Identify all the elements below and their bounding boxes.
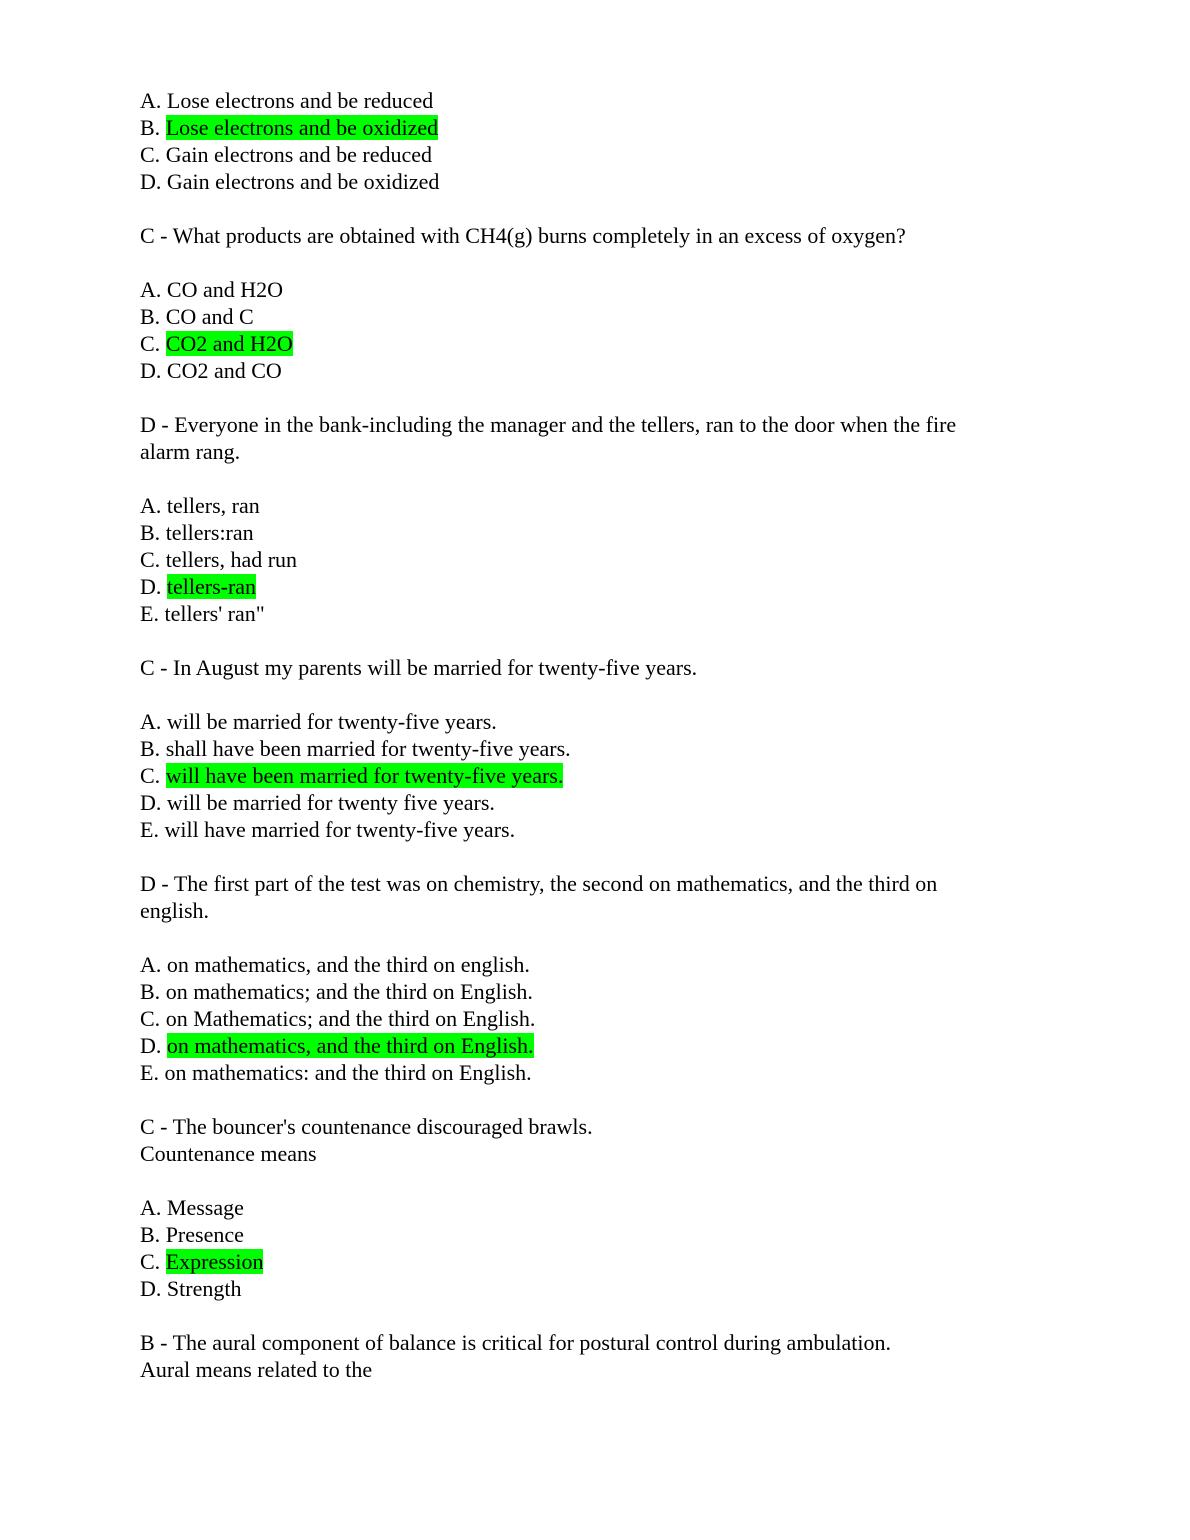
spacer: [140, 627, 1040, 654]
option-letter: B.: [140, 115, 161, 140]
question-text: C - The bouncer's countenance discouraged brawls.: [140, 1114, 593, 1139]
answer-option: [140, 816, 1040, 843]
option-text: tellers, ran: [166, 493, 260, 518]
option-letter: B.: [140, 736, 161, 761]
option-letter: E.: [140, 817, 159, 842]
question-block: [140, 870, 1040, 1086]
option-letter: C.: [140, 1249, 161, 1274]
question-block: [140, 1329, 1040, 1383]
answer-option: [140, 1248, 1040, 1275]
answer-option: [140, 762, 1040, 789]
answer-option: [140, 87, 1040, 114]
option-letter: E.: [140, 601, 159, 626]
answer-option: [140, 141, 1040, 168]
option-text: tellers:ran: [165, 520, 254, 545]
option-text: tellers' ran": [164, 601, 265, 626]
answer-option: [140, 735, 1040, 762]
answer-option: [140, 708, 1040, 735]
highlighted-answer: CO2 and H2O: [165, 331, 293, 356]
question-text: english.: [140, 898, 210, 923]
question-text: C - In August my parents will be married for twenty-five years.: [140, 655, 698, 680]
answer-option: [140, 1005, 1040, 1032]
option-letter: A.: [140, 277, 162, 302]
spacer: [140, 249, 1040, 276]
option-text: on Mathematics; and the third on English.: [165, 1006, 536, 1031]
option-letter: D.: [140, 1276, 162, 1301]
option-text: tellers, had run: [165, 547, 298, 572]
answer-option: [140, 573, 1040, 600]
answer-option: [140, 114, 1040, 141]
option-letter: D.: [140, 790, 162, 815]
answer-option: [140, 330, 1040, 357]
option-text: on mathematics: and the third on English.: [164, 1060, 532, 1085]
question-block: [140, 87, 1040, 195]
spacer: [140, 1086, 1040, 1113]
option-letter: E.: [140, 1060, 159, 1085]
answer-option: [140, 1032, 1040, 1059]
option-text: on mathematics; and the third on English.: [165, 979, 533, 1004]
question-text: C - What products are obtained with CH4(g) burns completely in an excess of oxygen?: [140, 223, 906, 248]
option-letter: C.: [140, 763, 161, 788]
option-text: shall have been married for twenty-five years.: [165, 736, 571, 761]
spacer: [140, 681, 1040, 708]
option-text: will have married for twenty-five years.: [164, 817, 516, 842]
spacer: [140, 195, 1040, 222]
option-letter: C.: [140, 331, 161, 356]
answer-option: [140, 303, 1040, 330]
answer-option: [140, 492, 1040, 519]
option-letter: C.: [140, 547, 161, 572]
option-text: on mathematics, and the third on english.: [166, 952, 530, 977]
answer-option: [140, 1059, 1040, 1086]
answer-option: [140, 600, 1040, 627]
question-text: B - The aural component of balance is critical for postural control during ambulation.: [140, 1330, 892, 1355]
answer-option: [140, 1221, 1040, 1248]
question-text: alarm rang.: [140, 439, 241, 464]
option-text: CO2 and CO: [166, 358, 282, 383]
option-text: Presence: [165, 1222, 244, 1247]
option-text: CO and H2O: [166, 277, 283, 302]
option-letter: C.: [140, 1006, 161, 1031]
answer-option: [140, 519, 1040, 546]
option-letter: A.: [140, 952, 162, 977]
spacer: [140, 924, 1040, 951]
answer-option: [140, 789, 1040, 816]
spacer: [140, 384, 1040, 411]
highlighted-answer: on mathematics, and the third on English.: [166, 1033, 534, 1058]
option-letter: A.: [140, 1195, 162, 1220]
option-letter: D.: [140, 358, 162, 383]
answer-option: [140, 357, 1040, 384]
option-letter: B.: [140, 979, 161, 1004]
answer-option: [140, 951, 1040, 978]
option-text: Strength: [166, 1276, 242, 1301]
highlighted-answer: Lose electrons and be oxidized: [165, 115, 439, 140]
option-letter: A.: [140, 88, 162, 113]
option-text: Lose electrons and be reduced: [166, 88, 434, 113]
option-text: will be married for twenty five years.: [166, 790, 495, 815]
spacer: [140, 843, 1040, 870]
option-text: Message: [166, 1195, 244, 1220]
spacer: [140, 465, 1040, 492]
option-letter: C.: [140, 142, 161, 167]
option-letter: A.: [140, 709, 162, 734]
question-text: Aural means related to the: [140, 1357, 373, 1382]
question-text: Countenance means: [140, 1141, 317, 1166]
option-letter: B.: [140, 520, 161, 545]
option-letter: A.: [140, 493, 162, 518]
answer-option: [140, 168, 1040, 195]
option-letter: B.: [140, 304, 161, 329]
answer-option: [140, 1275, 1040, 1302]
highlighted-answer: Expression: [165, 1249, 264, 1274]
spacer: [140, 1302, 1040, 1329]
option-text: Gain electrons and be oxidized: [166, 169, 440, 194]
highlighted-answer: tellers-ran: [166, 574, 257, 599]
option-letter: D.: [140, 574, 162, 599]
spacer: [140, 1167, 1040, 1194]
option-text: will be married for twenty-five years.: [166, 709, 497, 734]
question-block: [140, 1113, 1040, 1302]
question-text: D - The first part of the test was on chemistry, the second on mathematics, and the third on: [140, 871, 938, 896]
option-letter: B.: [140, 1222, 161, 1247]
question-block: [140, 654, 1040, 843]
answer-option: [140, 978, 1040, 1005]
question-block: [140, 411, 1040, 627]
highlighted-answer: will have been married for twenty-five years.: [165, 763, 564, 788]
option-letter: D.: [140, 1033, 162, 1058]
answer-option: [140, 1194, 1040, 1221]
option-letter: D.: [140, 169, 162, 194]
option-text: CO and C: [165, 304, 254, 329]
answer-option: [140, 546, 1040, 573]
question-text: D - Everyone in the bank-including the manager and the tellers, ran to the door when the fire: [140, 412, 957, 437]
option-text: Gain electrons and be reduced: [165, 142, 433, 167]
question-block: [140, 222, 1040, 384]
answer-option: [140, 276, 1040, 303]
